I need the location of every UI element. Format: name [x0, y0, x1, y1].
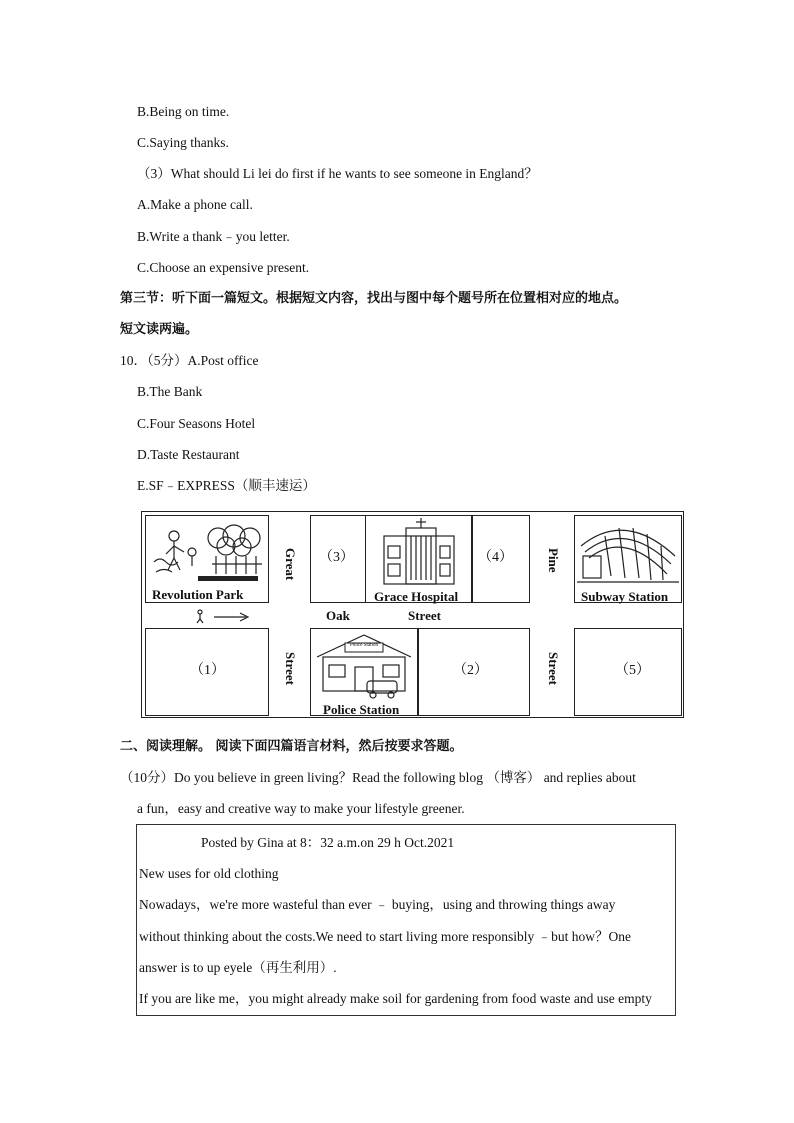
- q10-option-d: D.Taste Restaurant: [137, 447, 240, 462]
- map-number-5: （5）: [615, 663, 650, 678]
- revolution-park-label: Revolution Park: [152, 587, 244, 602]
- q9-sub3-option-b: B.Write a thank﹣you letter.: [137, 229, 290, 244]
- block-5: [574, 628, 682, 716]
- hospital-illustration: [366, 516, 471, 588]
- street-map: [141, 511, 684, 718]
- q10-option-e: E.SF﹣EXPRESS（顺丰速运）: [137, 478, 316, 493]
- q9-option-b: B.Being on time.: [137, 104, 230, 119]
- police-station-illustration: [311, 629, 417, 701]
- section3-instruction: 第三节：听下面一篇短文。根据短文内容，找出与图中每个题号所在位置相对应的地点。: [120, 291, 628, 306]
- police-station-label: Police Station: [323, 702, 400, 717]
- section3-instruction-2: 短文读两遍。: [120, 322, 199, 337]
- oak-street-label: Oak: [326, 608, 350, 623]
- map-number-3: （3）: [319, 550, 354, 565]
- pine-street-label-2: Street: [546, 652, 561, 685]
- revolution-park-block: [145, 515, 269, 603]
- block-1: [145, 628, 269, 716]
- block-2: [418, 628, 530, 716]
- police-sign-text: Police Station: [350, 643, 378, 648]
- walking-arrow-icon: [194, 609, 254, 625]
- q9-sub3-option-a: A.Make a phone call.: [137, 197, 253, 212]
- blog-paragraph-line2: without thinking about the costs.We need to start living more responsibly ﹣but how？One: [139, 929, 631, 944]
- oak-street-label-2: Street: [408, 608, 441, 623]
- blog-posted-by: Posted by Gina at 8：32 a.m.on 29 h Oct.2021: [201, 835, 455, 850]
- q9-sub3-option-c: C.Choose an expensive present.: [137, 260, 310, 275]
- q10-title: 10．（5分）A.Post office: [120, 353, 259, 368]
- great-street-label-2: Street: [283, 652, 298, 685]
- q10-option-c: C.Four Seasons Hotel: [137, 416, 256, 431]
- subway-station-block: [574, 515, 682, 603]
- q9-option-c: C.Saying thanks.: [137, 135, 229, 150]
- grace-hospital-label: Grace Hospital: [374, 589, 459, 604]
- block-3: [310, 515, 367, 603]
- map-number-2: （2）: [453, 663, 488, 678]
- blog-paragraph-line1: Nowadays，we're more wasteful than ever ﹣ buying，using and throwing things away: [139, 897, 616, 912]
- great-street-label: Great: [283, 548, 298, 581]
- blog-paragraph-line4: If you are like me，you might already make soil for gardening from food waste and use empty: [139, 991, 652, 1006]
- q9-sub3-question: （3）What should Li lei do first if he wants to see someone in England？: [137, 166, 538, 181]
- pine-street-label: Pine: [546, 548, 561, 573]
- map-number-4: （4）: [478, 550, 513, 565]
- q10-option-b: B.The Bank: [137, 384, 203, 399]
- blog-title: New uses for old clothing: [139, 866, 279, 881]
- subway-illustration: [575, 516, 681, 588]
- blog-post-box: [136, 824, 676, 1016]
- map-number-1: （1）: [190, 663, 225, 678]
- park-illustration: [146, 516, 268, 586]
- reading-heading: 二、阅读理解。 阅读下面四篇语言材料，然后按要求答题。: [120, 739, 463, 754]
- reading-intro-line2: a fun，easy and creative way to make your lifestyle greener.: [137, 801, 465, 816]
- subway-station-label: Subway Station: [581, 589, 669, 604]
- block-4: [472, 515, 530, 603]
- grace-hospital-block: [365, 515, 472, 603]
- reading-intro-line1: （10分）Do you believe in green living？Read the following blog （博客） and replies about: [120, 770, 636, 785]
- police-station-block: [310, 628, 418, 716]
- blog-paragraph-line3: answer is to up eyele（再生利用）.: [139, 960, 337, 975]
